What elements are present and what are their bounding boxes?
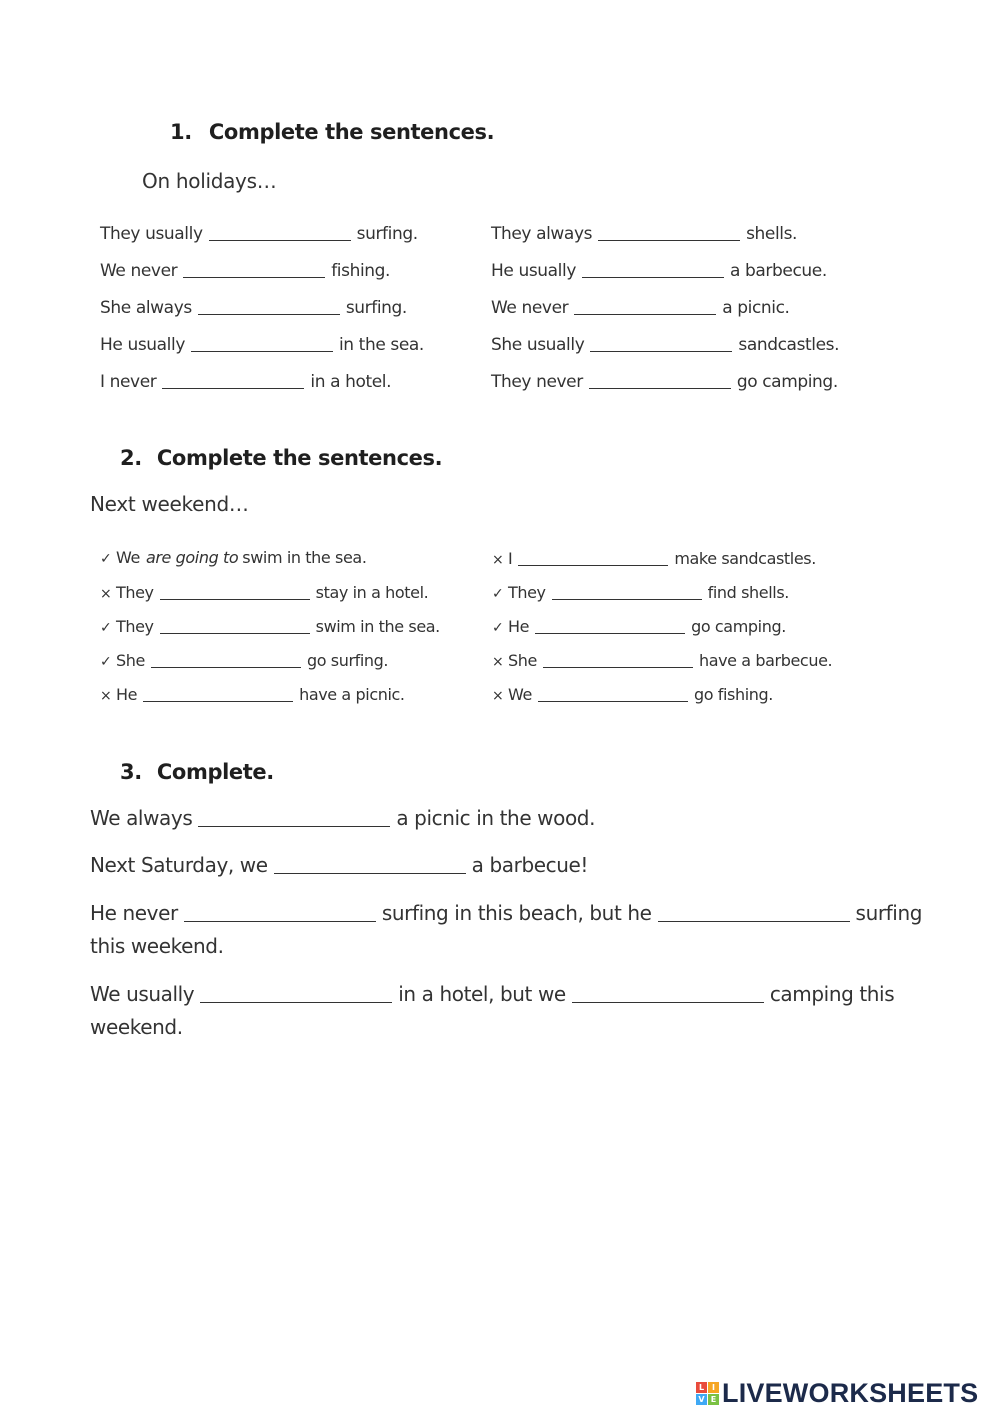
sentence-text: She usually (491, 335, 585, 355)
answer-input[interactable] (160, 577, 310, 599)
check-icon: ✓ (100, 654, 112, 670)
sentence-text: surfing (855, 901, 923, 925)
sentence-text: go fishing. (693, 685, 773, 704)
example-answer: are going to (145, 548, 239, 567)
answer-blank[interactable] (518, 564, 668, 566)
answer-blank[interactable] (143, 700, 293, 702)
liveworksheets-logo (696, 1378, 978, 1409)
answer-blank[interactable] (574, 313, 716, 315)
sentence-text: We (508, 685, 532, 704)
answer-input[interactable] (274, 851, 466, 873)
section-number: 2. (120, 446, 142, 470)
answer-blank[interactable] (191, 350, 333, 352)
sentence-text: He never (90, 901, 178, 925)
sentence-text: go surfing. (306, 651, 389, 670)
sentence-text: I never (100, 372, 157, 392)
cross-icon: × (492, 688, 504, 704)
sentence-text: They never (491, 372, 583, 392)
logo-letter: E (708, 1394, 719, 1405)
answer-input[interactable] (658, 899, 850, 921)
sentence-text: We usually (90, 982, 195, 1006)
sentence-row (491, 261, 827, 281)
section-heading: Complete. (156, 760, 274, 784)
logo-mark-icon (696, 1382, 719, 1405)
sentence-row (492, 651, 832, 670)
answer-input[interactable] (589, 366, 731, 388)
sentence-row (100, 617, 440, 636)
answer-input[interactable] (198, 804, 390, 826)
answer-blank[interactable] (274, 872, 466, 874)
sentence-line-4 (90, 982, 894, 1006)
answer-blank[interactable] (184, 920, 376, 922)
sentence-text: in the sea. (338, 335, 424, 355)
sentence-text: They (508, 583, 546, 602)
sentence-row (100, 685, 405, 704)
sentence-text: He (116, 685, 138, 704)
sentence-row (492, 583, 789, 602)
section-3-title (120, 760, 274, 784)
logo-letter: L (696, 1382, 707, 1393)
sentence-row (492, 685, 773, 704)
answer-input[interactable] (572, 980, 764, 1002)
sentence-text: a barbecue! (471, 853, 589, 877)
cross-icon: × (492, 552, 504, 568)
section-2-intro: Next weekend… (90, 492, 249, 516)
sentence-text: surfing. (345, 298, 407, 318)
answer-blank[interactable] (160, 598, 310, 600)
answer-input[interactable] (535, 611, 685, 633)
sentence-row (491, 298, 790, 318)
example-sentence (100, 548, 367, 567)
sentence-text: camping this (769, 982, 895, 1006)
answer-input[interactable] (198, 292, 340, 314)
answer-blank[interactable] (160, 632, 310, 634)
answer-input[interactable] (184, 899, 376, 921)
sentence-row (100, 261, 390, 281)
sentence-text: I (508, 549, 513, 568)
answer-blank[interactable] (552, 598, 702, 600)
check-icon: ✓ (492, 586, 504, 602)
answer-input[interactable] (543, 645, 693, 667)
sentence-text: a barbecue. (729, 261, 827, 281)
sentence-text: in a hotel, but we (398, 982, 566, 1006)
logo-letter: I (708, 1382, 719, 1393)
sentence-row (100, 335, 424, 355)
sentence-text: Next Saturday, we (90, 853, 268, 877)
answer-blank[interactable] (183, 276, 325, 278)
sentence-text: He usually (491, 261, 576, 281)
section-heading: Complete the sentences. (156, 446, 443, 470)
sentence-row (100, 298, 407, 318)
sentence-text: in a hotel. (310, 372, 392, 392)
section-1-title (170, 120, 494, 144)
section-number: 1. (170, 120, 192, 144)
sentence-line-3-continued: this weekend. (90, 934, 224, 958)
section-heading: Complete the sentences. (208, 120, 495, 144)
answer-input[interactable] (151, 645, 301, 667)
sentence-text: They (116, 583, 154, 602)
sentence-text: She (116, 651, 145, 670)
answer-blank[interactable] (535, 632, 685, 634)
sentence-row (492, 617, 786, 636)
section-number: 3. (120, 760, 142, 784)
example-post: swim in the sea. (242, 548, 367, 567)
sentence-text: We never (491, 298, 569, 318)
cross-icon: × (100, 586, 112, 602)
sentence-text: sandcastles. (738, 335, 840, 355)
sentence-text: have a barbecue. (698, 651, 833, 670)
answer-blank[interactable] (582, 276, 724, 278)
sentence-line-1 (90, 806, 595, 830)
sentence-line-2 (90, 853, 588, 877)
sentence-text: He (508, 617, 530, 636)
sentence-text: We always (90, 806, 193, 830)
sentence-row (100, 224, 418, 244)
answer-input[interactable] (590, 329, 732, 351)
sentence-text: go camping. (736, 372, 838, 392)
sentence-line-4-continued: weekend. (90, 1015, 183, 1039)
sentence-text: They always (491, 224, 593, 244)
sentence-text: swim in the sea. (315, 617, 440, 636)
sentence-text: She always (100, 298, 192, 318)
answer-input[interactable] (538, 679, 688, 701)
sentence-text: a picnic in the wood. (396, 806, 596, 830)
sentence-text: They usually (100, 224, 203, 244)
logo-text: LIVEWORKSHEETS (722, 1378, 979, 1408)
answer-input[interactable] (598, 218, 740, 240)
answer-blank[interactable] (658, 920, 850, 922)
section-1-intro: On holidays… (142, 169, 277, 193)
sentence-text: find shells. (707, 583, 789, 602)
answer-blank[interactable] (589, 387, 731, 389)
sentence-text: surfing. (356, 224, 418, 244)
answer-input[interactable] (183, 255, 325, 277)
answer-input[interactable] (552, 577, 702, 599)
sentence-row (491, 224, 797, 244)
answer-blank[interactable] (209, 239, 351, 241)
answer-input[interactable] (191, 329, 333, 351)
sentence-text: make sandcastles. (674, 549, 816, 568)
check-icon: ✓ (492, 620, 504, 636)
sentence-row (492, 549, 816, 568)
sentence-row (100, 372, 391, 392)
sentence-row (491, 372, 838, 392)
sentence-text: They (116, 617, 154, 636)
answer-input[interactable] (582, 255, 724, 277)
answer-blank[interactable] (538, 700, 688, 702)
answer-blank[interactable] (198, 313, 340, 315)
check-icon: ✓ (100, 551, 112, 567)
answer-blank[interactable] (151, 666, 301, 668)
answer-blank[interactable] (198, 825, 390, 827)
sentence-text: We never (100, 261, 178, 281)
answer-blank[interactable] (162, 387, 304, 389)
answer-input[interactable] (162, 366, 304, 388)
section-2-title (120, 446, 442, 470)
answer-input[interactable] (160, 611, 310, 633)
sentence-text: surfing in this beach, but he (381, 901, 652, 925)
sentence-text: shells. (746, 224, 798, 244)
cross-icon: × (100, 688, 112, 704)
sentence-line-3 (90, 901, 922, 925)
sentence-text: She (508, 651, 537, 670)
example-pre: We (116, 548, 140, 567)
answer-blank[interactable] (598, 239, 740, 241)
sentence-text: fishing. (331, 261, 391, 281)
answer-blank[interactable] (543, 666, 693, 668)
cross-icon: × (492, 654, 504, 670)
answer-blank[interactable] (590, 350, 732, 352)
sentence-row (100, 651, 388, 670)
answer-input[interactable] (209, 218, 351, 240)
answer-input[interactable] (574, 292, 716, 314)
sentence-text: stay in a hotel. (315, 583, 429, 602)
sentence-text: go camping. (691, 617, 786, 636)
sentence-text: a picnic. (722, 298, 790, 318)
answer-input[interactable] (143, 679, 293, 701)
answer-blank[interactable] (572, 1001, 764, 1003)
sentence-row (100, 583, 428, 602)
sentence-row (491, 335, 839, 355)
sentence-text: He usually (100, 335, 185, 355)
answer-input[interactable] (518, 543, 668, 565)
answer-input[interactable] (200, 980, 392, 1002)
answer-blank[interactable] (200, 1001, 392, 1003)
check-icon: ✓ (100, 620, 112, 636)
logo-letter: V (696, 1394, 707, 1405)
sentence-text: have a picnic. (299, 685, 405, 704)
